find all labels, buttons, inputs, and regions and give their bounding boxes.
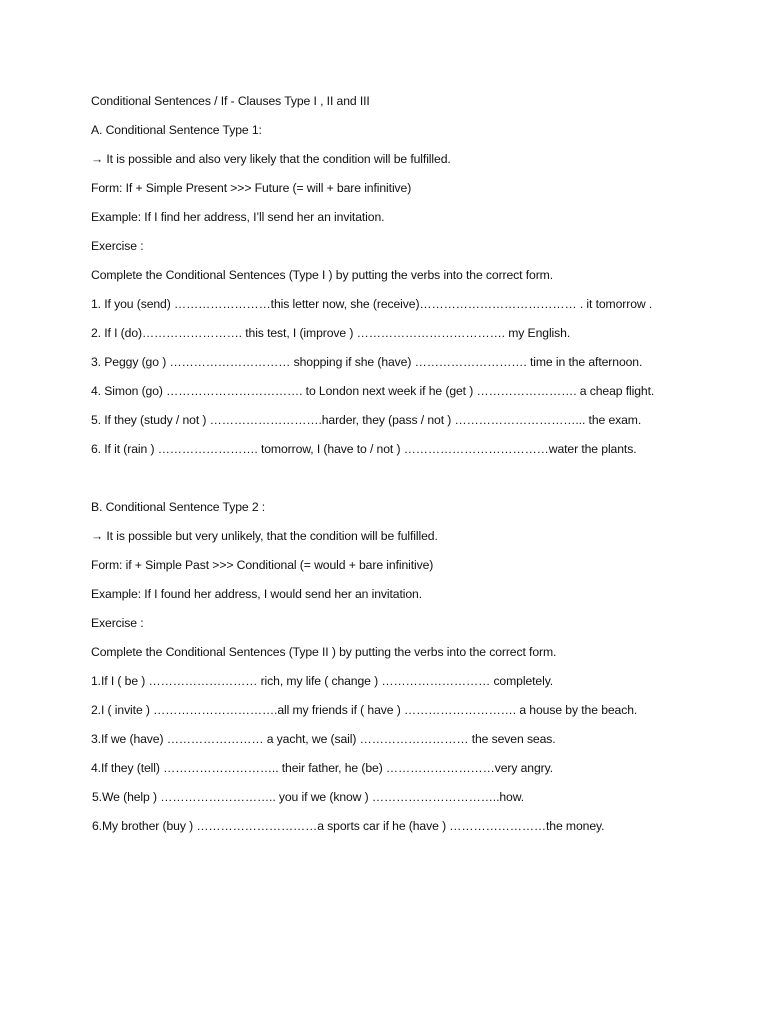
section-a-item-5: 5. If they (study / not ) ……………………….harder, they (pass / not ) …………………………... the exam. — [91, 413, 642, 427]
section-b-example: Example: If I found her address, I would send her an invitation. — [91, 587, 422, 601]
section-b-item-6: 6.My brother (buy ) …………………………a sports car if he (have ) ……………………the money. — [92, 819, 605, 833]
section-a-form: Form: If + Simple Present >>> Future (= will + bare infinitive) — [91, 181, 412, 195]
section-a-description: → It is possible and also very likely that the condition will be fulfilled. — [91, 152, 451, 166]
section-b-item-5: 5.We (help ) ……………………….. you if we (know ) …………………………..how. — [92, 790, 525, 804]
section-a-item-4: 4. Simon (go) ……………………………. to London next week if he (get ) ……………………. a cheap flight. — [91, 384, 655, 398]
section-b-item-4: 4.If they (tell) ……………………….. their father, he (be) ………………………very angry. — [91, 761, 553, 775]
section-b-instruction: Complete the Conditional Sentences (Type II ) by putting the verbs into the correct form. — [91, 645, 557, 659]
section-a-item-6: 6. If it (rain ) ……………………. tomorrow, I (have to / not ) ………………………………water the plants. — [91, 442, 637, 456]
section-spacer — [91, 470, 741, 499]
section-b-item-2: 2.I ( invite ) ………………………….all my friends if ( have ) ………………………. a house by the beach. — [91, 703, 638, 717]
section-b-form: Form: if + Simple Past >>> Conditional (= would + bare infinitive) — [91, 558, 434, 572]
section-b-description: → It is possible but very unlikely, that the condition will be fulfilled. — [91, 529, 438, 543]
section-a-item-3: 3. Peggy (go ) ………………………… shopping if she (have) ………………………. time in the afternoon. — [91, 355, 643, 369]
section-a-instruction: Complete the Conditional Sentences (Type I ) by putting the verbs into the correct form. — [91, 268, 554, 282]
section-a-item-1: 1. If you (send) ……………………this letter now, she (receive)………………………………… . it tomorrow . — [91, 297, 653, 311]
section-a-heading: A. Conditional Sentence Type 1: — [91, 123, 262, 137]
section-b-heading: B. Conditional Sentence Type 2 : — [91, 500, 266, 514]
section-a-item-2: 2. If I (do)……………………. this test, I (improve ) ………………………………. my English. — [91, 326, 571, 340]
worksheet-title: Conditional Sentences / If - Clauses Type I , II and III — [91, 94, 370, 108]
section-b-item-1: 1.If I ( be ) ……………………… rich, my life ( change ) ……………………… completely. — [91, 674, 554, 688]
section-a-exercise-label: Exercise : — [91, 239, 144, 253]
section-a-example: Example: If I find her address, I’ll send her an invitation. — [91, 210, 385, 224]
worksheet-page — [91, 93, 741, 847]
section-b-item-3: 3.If we (have) …………………… a yacht, we (sail) ……………………… the seven seas. — [91, 732, 556, 746]
section-b-exercise-label: Exercise : — [91, 616, 144, 630]
